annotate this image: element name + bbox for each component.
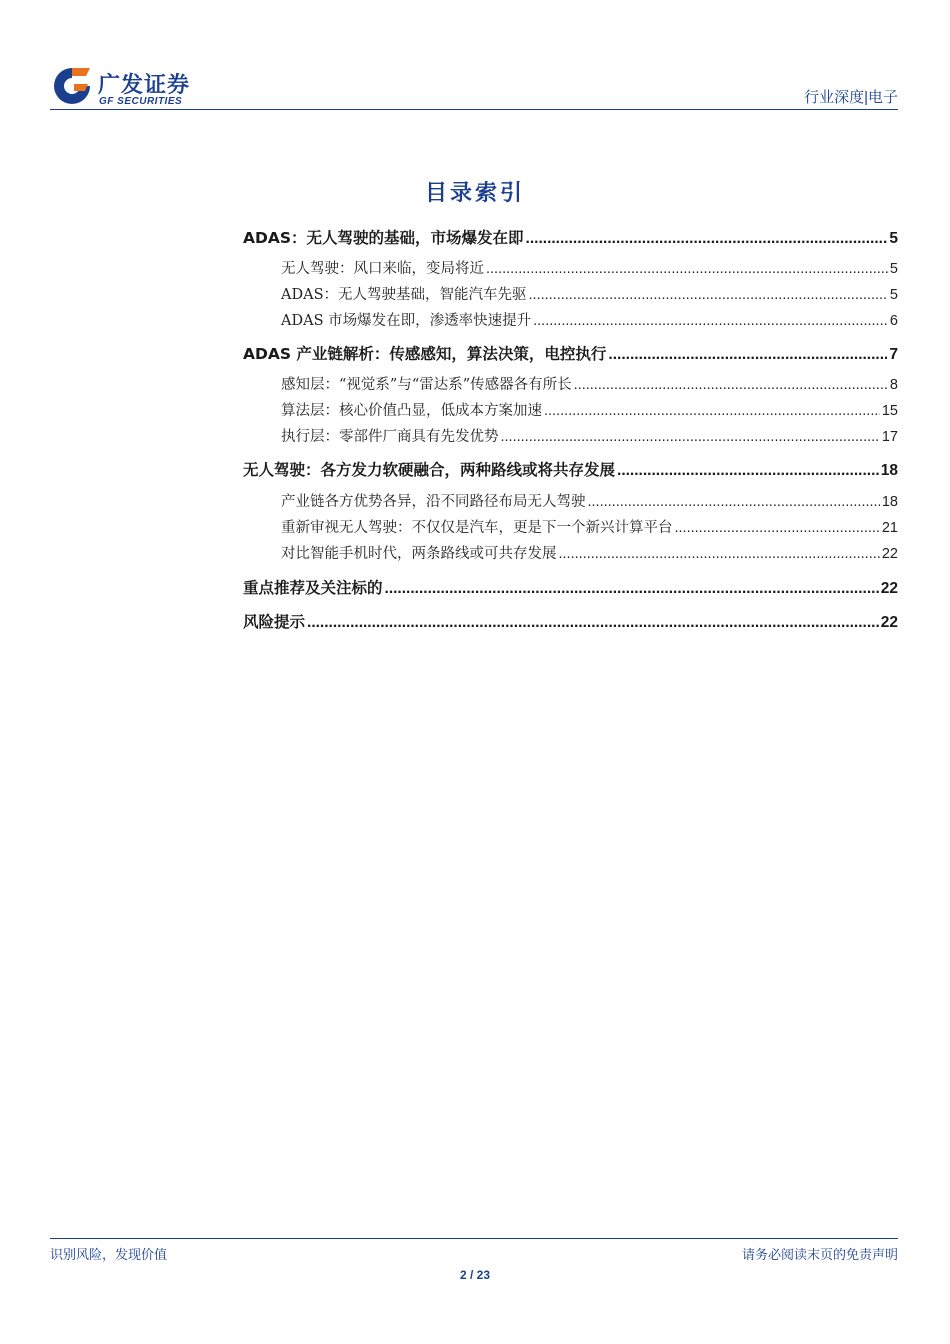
toc-entry-label: 无人驾驶：各方发力软硬融合，两种路线或将共存发展 [243, 461, 616, 479]
toc-leader-dots [574, 377, 888, 393]
toc-entry-page: 15 [881, 403, 898, 419]
toc-entry[interactable] [281, 542, 898, 563]
toc-title: 目录索引 [424, 180, 525, 206]
footer-divider [50, 1238, 898, 1239]
logo-chinese-text: 广发证券 [98, 72, 191, 97]
toc-entry-label: 产业链各方优势各异，沿不同路径布局无人驾驶 [281, 494, 586, 510]
toc-leader-dots [526, 230, 888, 248]
toc-entry[interactable] [281, 425, 898, 446]
toc-entry[interactable] [281, 309, 898, 330]
toc-entry[interactable] [243, 342, 898, 364]
toc-entry-page: 5 [889, 230, 898, 247]
toc-entry[interactable] [281, 516, 898, 537]
toc-entry-page: 5 [889, 261, 898, 277]
page-header [50, 58, 898, 110]
gf-logo-icon [50, 64, 96, 108]
toc-entry-label: 感知层：“视觉系”与“雷达系”传感器各有所长 [281, 377, 572, 393]
toc-entry-page: 6 [889, 313, 898, 329]
toc-entry-label: 无人驾驶：风口来临，变局将近 [281, 261, 484, 277]
toc-leader-dots [608, 346, 887, 364]
toc-entry[interactable] [243, 610, 898, 632]
toc-entry[interactable] [243, 226, 898, 248]
toc-leader-dots [501, 429, 880, 445]
toc-entry-page: 22 [881, 546, 898, 562]
toc-entry-label: 对比智能手机时代，两条路线或可共存发展 [281, 546, 557, 562]
toc-entry-page: 22 [880, 580, 898, 597]
toc-leader-dots [675, 520, 880, 536]
toc-leader-dots [529, 287, 888, 303]
toc-entry-page: 7 [889, 346, 898, 363]
toc-leader-dots [588, 494, 880, 510]
toc-entry[interactable] [281, 257, 898, 278]
footer-disclaimer-note: 请务必阅读末页的免责声明 [741, 1247, 898, 1262]
toc-entry[interactable] [243, 458, 898, 480]
gf-securities-logo [50, 64, 210, 108]
toc-leader-dots [533, 313, 888, 329]
header-divider [50, 109, 898, 110]
toc-leader-dots [544, 403, 880, 419]
toc-leader-dots [617, 462, 879, 480]
toc-entry-page: 18 [881, 494, 898, 510]
toc-entry-label: 重新审视无人驾驶：不仅仅是汽车，更是下一个新兴计算平台 [281, 520, 673, 536]
toc-entry-label: ADAS 市场爆发在即，渗透率快速提升 [281, 313, 532, 329]
toc-entry-label: 算法层：核心价值凸显，低成本方案加速 [281, 403, 542, 419]
toc-entry[interactable] [281, 399, 898, 420]
toc-entry-label: ADAS：无人驾驶基础，智能汽车先驱 [281, 287, 527, 303]
report-category-tag: 行业深度|电子 [804, 89, 898, 106]
toc-entry[interactable] [281, 490, 898, 511]
toc-entry[interactable] [281, 283, 898, 304]
toc-leader-dots [486, 261, 888, 277]
toc-entry-page: 22 [880, 614, 898, 631]
toc-entry-label: 重点推荐及关注标的 [243, 579, 383, 597]
toc-entry-page: 8 [889, 377, 898, 393]
toc-leader-dots [385, 580, 879, 598]
toc-entry-page: 21 [881, 520, 898, 536]
footer-slogan: 识别风险，发现价值 [50, 1247, 168, 1262]
toc-entry-label: ADAS：无人驾驶的基础，市场爆发在即 [243, 229, 524, 247]
logo-english-text: GF SECURITIES [99, 96, 183, 107]
toc-entry[interactable] [243, 576, 898, 598]
page-number: 2 / 23 [459, 1268, 491, 1282]
toc-entry-page: 18 [880, 462, 898, 479]
toc-entry-label: 风险提示 [243, 613, 306, 631]
toc-entry-page: 5 [889, 287, 898, 303]
toc-leader-dots [559, 546, 880, 562]
toc-entry-label: 执行层：零部件厂商具有先发优势 [281, 429, 499, 445]
toc-entry[interactable] [281, 373, 898, 394]
toc-leader-dots [307, 614, 879, 632]
toc-entry-page: 17 [881, 429, 898, 445]
toc-entry-label: ADAS 产业链解析：传感感知，算法决策，电控执行 [243, 345, 607, 363]
